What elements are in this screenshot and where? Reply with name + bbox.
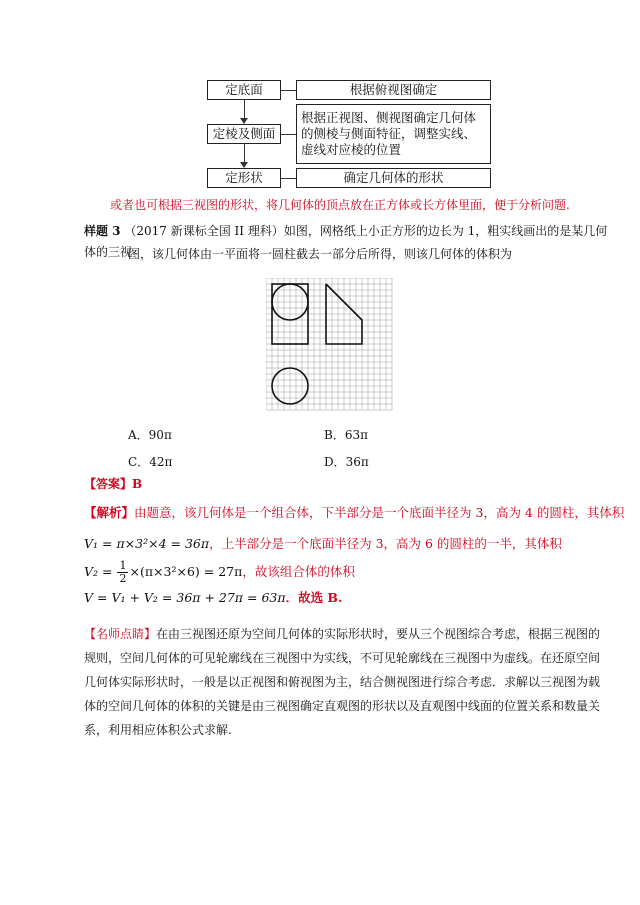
flow-step-3-desc: 确定几何体的形状 [296, 168, 491, 188]
teacher-tip [84, 622, 604, 742]
connector [281, 178, 296, 179]
analysis-line2: V₁ = π×3²×4 = 36π，上半部分是一个底面半径为 3，高为 6 的圆柱的一半，其体积 [84, 536, 562, 551]
analysis-line4: V = V₁ + V₂ = 36π + 27π = 63π．故选 B. [84, 590, 343, 605]
fraction: $\frac{1}{2}$ [119, 559, 127, 585]
connector [281, 90, 296, 91]
tip-text: 在由三视图还原为空间几何体的实际形状时，要从三个视图综合考虑，根据三视图的规则，空间几何体的可见轮廓线在三视图中为实线，不可见轮廓线在三视图中为虚线。在还原空间几何体实际形状时，一般是以正视图和俯视图为主，结合侧视图进行综合考虑．求解以三视图为载体的空间几何体的体积的关键是由三视图确定直观图的形状以及直观图中线面的位置关系和数量关系，利用相应体积公式求解. [84, 627, 601, 737]
answer-line [84, 474, 142, 495]
flow-step-2-desc: 根据正视图、侧视图确定几何体的侧棱与侧面特征，调整实线、虚线对应棱的位置 [296, 104, 491, 164]
problem-line1: 如图，网格纸上小正方形的边长为 1，粗实线画出的是某几何体的三视 [84, 224, 608, 259]
option-d: D．36π [324, 455, 369, 469]
flow-step-2: 定棱及侧面 [207, 124, 281, 144]
problem-line2: 图，该几何体由一平面将一圆柱截去一部分后所得，则该几何体的体积为 [128, 247, 513, 261]
option-a: A．90π [128, 428, 172, 442]
flow-step-1: 定底面 [207, 80, 281, 100]
answer-value: B [132, 477, 143, 491]
analysis-line3: V₂ = $\frac{1}{2}$ ×(π×3²×6) = 27π，故该组合体的体积 [84, 559, 355, 585]
flow-step-1-desc: 根据俯视图确定 [296, 80, 491, 100]
analysis-line1: 【解析】由题意，该几何体是一个组合体，下半部分是一个底面半径为 3，高为 4 的圆柱，其体积 [84, 505, 625, 520]
option-c: C．42π [128, 455, 173, 469]
answer-label: 【答案】 [84, 477, 133, 491]
option-b: B．63π [324, 428, 368, 442]
formula-v1: V₁ = π×3²×4 = 36π [84, 536, 210, 551]
problem-label: 样题 3 [84, 224, 121, 238]
note-text: 或者也可根据三视图的形状，将几何体的顶点放在正方体或长方体里面，便于分析问题. [110, 198, 570, 212]
analysis-label: 【解析】 [84, 505, 135, 520]
connector [281, 134, 296, 135]
formula-v: V = V₁ + V₂ = 36π + 27π = 63π [84, 590, 286, 605]
tip-label: 【名师点睛】 [84, 627, 157, 641]
three-view-figure [266, 278, 394, 414]
problem-source: （2017 新课标全国 II 理科） [124, 224, 284, 238]
flow-step-3: 定形状 [207, 168, 281, 188]
